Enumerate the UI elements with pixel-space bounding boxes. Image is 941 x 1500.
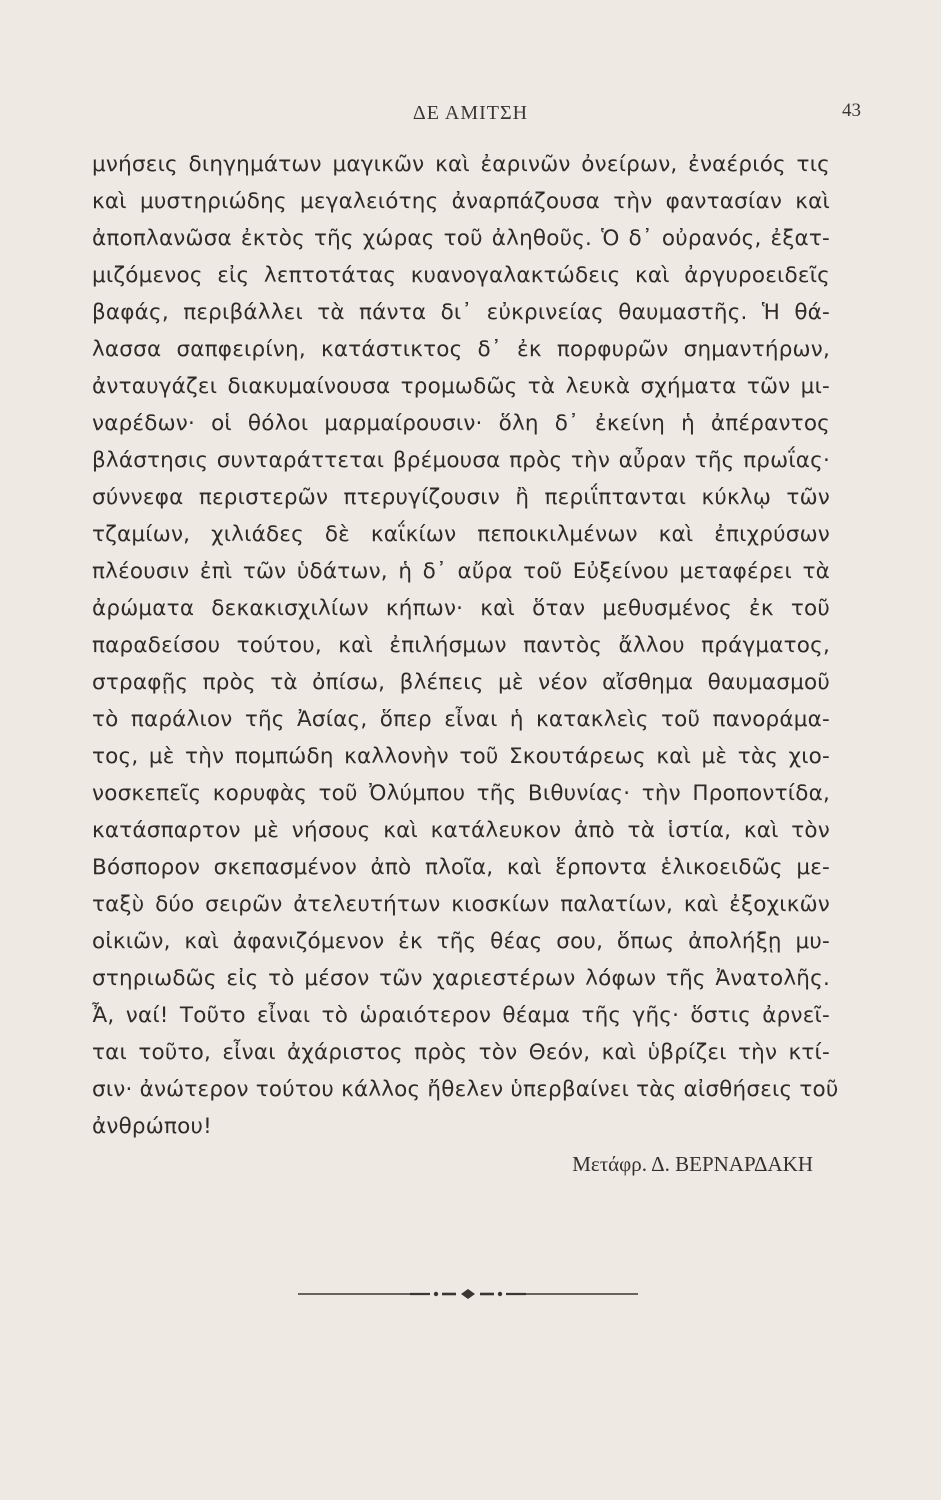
page-number: 43 — [842, 100, 861, 121]
text-line: τζαμίων, χιλιάδες δὲ καΐκίων πεποικιλμένων καὶ ἐπιχρύσων — [92, 522, 830, 547]
text-line: βαφάς, περιβάλλει τὰ πάντα δι᾿ εὐκρινείας θαυμαστῆς. Ἡ θά- — [92, 300, 830, 325]
text-line: σιν· ἀνώτερον τούτου κάλλος ἤθελεν ὑπερβαίνει τὰς αἰσθήσεις τοῦ — [92, 1077, 839, 1102]
text-line: στραφῇς πρὸς τὰ ὀπίσω, βλέπεις μὲ νέον αἴσθημα θαυμασμοῦ — [92, 670, 830, 695]
text-line: σύννεφα περιστερῶν πτερυγίζουσιν ἢ περιΐπτανται κύκλῳ τῶν — [92, 485, 830, 510]
text-line: λασσα σαπφειρίνη, κατάστικτος δ᾿ ἐκ πορφυρῶν σημαντήρων, — [92, 337, 830, 362]
text-line: κατάσπαρτον μὲ νήσους καὶ κατάλευκον ἀπὸ τὰ ἱστία, καὶ τὸν — [92, 818, 830, 843]
text-line: στηριωδῶς εἰς τὸ μέσον τῶν χαριεστέρων λόφων τῆς Ἀνατολῆς. — [92, 966, 830, 991]
text-line: τος, μὲ τὴν πομπώδη καλλονὴν τοῦ Σκουτάρεως καὶ μὲ τὰς χιο- — [92, 744, 830, 769]
text-line: καὶ μυστηριώδης μεγαλειότης ἀναρπάζουσα τὴν φαντασίαν καὶ — [92, 189, 830, 214]
running-head — [0, 100, 941, 130]
text-line: νοσκεπεῖς κορυφὰς τοῦ Ὀλύμπου τῆς Βιθυνίας· τὴν Προποντίδα, — [92, 781, 830, 806]
text-line: μνήσεις διηγημάτων μαγικῶν καὶ ἐαρινῶν ὀνείρων, ἐναέριός τις — [92, 152, 830, 177]
text-line: ται τοῦτο, εἶναι ἀχάριστος πρὸς τὸν Θεόν, καὶ ὑβρίζει τὴν κτί- — [92, 1040, 830, 1065]
text-line: βλάστησις συνταράττεται βρέμουσα πρὸς τὴν αὖραν τῆς πρωΐας· — [92, 448, 830, 473]
running-title: ΔΕ ΑΜΙΤΣΗ — [412, 102, 529, 124]
text-line-last: ἀνθρώπου! — [92, 1114, 212, 1139]
text-line: ἀνταυγάζει διακυμαίνουσα τρομωδῶς τὰ λευκὰ σχήματα τῶν μι- — [92, 374, 830, 399]
text-line: Βόσπορον σκεπασμένον ἀπὸ πλοῖα, καὶ ἕρποντα ἑλικοειδῶς με- — [92, 855, 830, 880]
text-line: οἰκιῶν, καὶ ἀφανιζόμενον ἐκ τῆς θέας σου, ὅπως ἀπολήξῃ μυ- — [92, 929, 830, 954]
text-line: τὸ παράλιον τῆς Ἀσίας, ὅπερ εἶναι ἡ κατακλεὶς τοῦ πανοράμα- — [92, 707, 830, 732]
text-line: ναρέδων· οἱ θόλοι μαρμαίρουσιν· ὅλη δ᾿ ἐκείνη ἡ ἀπέραντος — [92, 411, 830, 436]
text-line: ταξὺ δύο σειρῶν ἀτελευτήτων κιοσκίων παλατίων, καὶ ἐξοχικῶν — [92, 892, 830, 917]
text-line: ἀποπλανῶσα ἐκτὸς τῆς χώρας τοῦ ἀληθοῦς. Ὁ δ᾿ οὐρανός, ἐξατ- — [92, 226, 830, 251]
body-text — [92, 146, 839, 1145]
text-line: πλέουσιν ἐπὶ τῶν ὑδάτων, ἡ δ᾿ αὔρα τοῦ Εὐξείνου μεταφέρει τὰ — [92, 559, 830, 584]
text-line: παραδείσου τούτου, καὶ ἐπιλήσμων παντὸς ἄλλου πράγματος, — [92, 633, 830, 658]
text-line: Ἆ, ναί! Τοῦτο εἶναι τὸ ὡραιότερον θέαμα τῆς γῆς· ὅστις ἀρνεῖ- — [92, 1003, 830, 1028]
rule-with-diamond-ornament-icon — [298, 1286, 638, 1302]
text-line: ἀρώματα δεκακισχιλίων κήπων· καὶ ὅταν μεθυσμένος ἐκ τοῦ — [92, 596, 830, 621]
text-line: μιζόμενος εἰς λεπτοτάτας κυανογαλακτώδεις καὶ ἀργυροειδεῖς — [92, 263, 830, 288]
translator-signature: Μετάφρ. Δ. ΒΕΡΝΑΡΔΑΚΗ — [572, 1152, 813, 1176]
